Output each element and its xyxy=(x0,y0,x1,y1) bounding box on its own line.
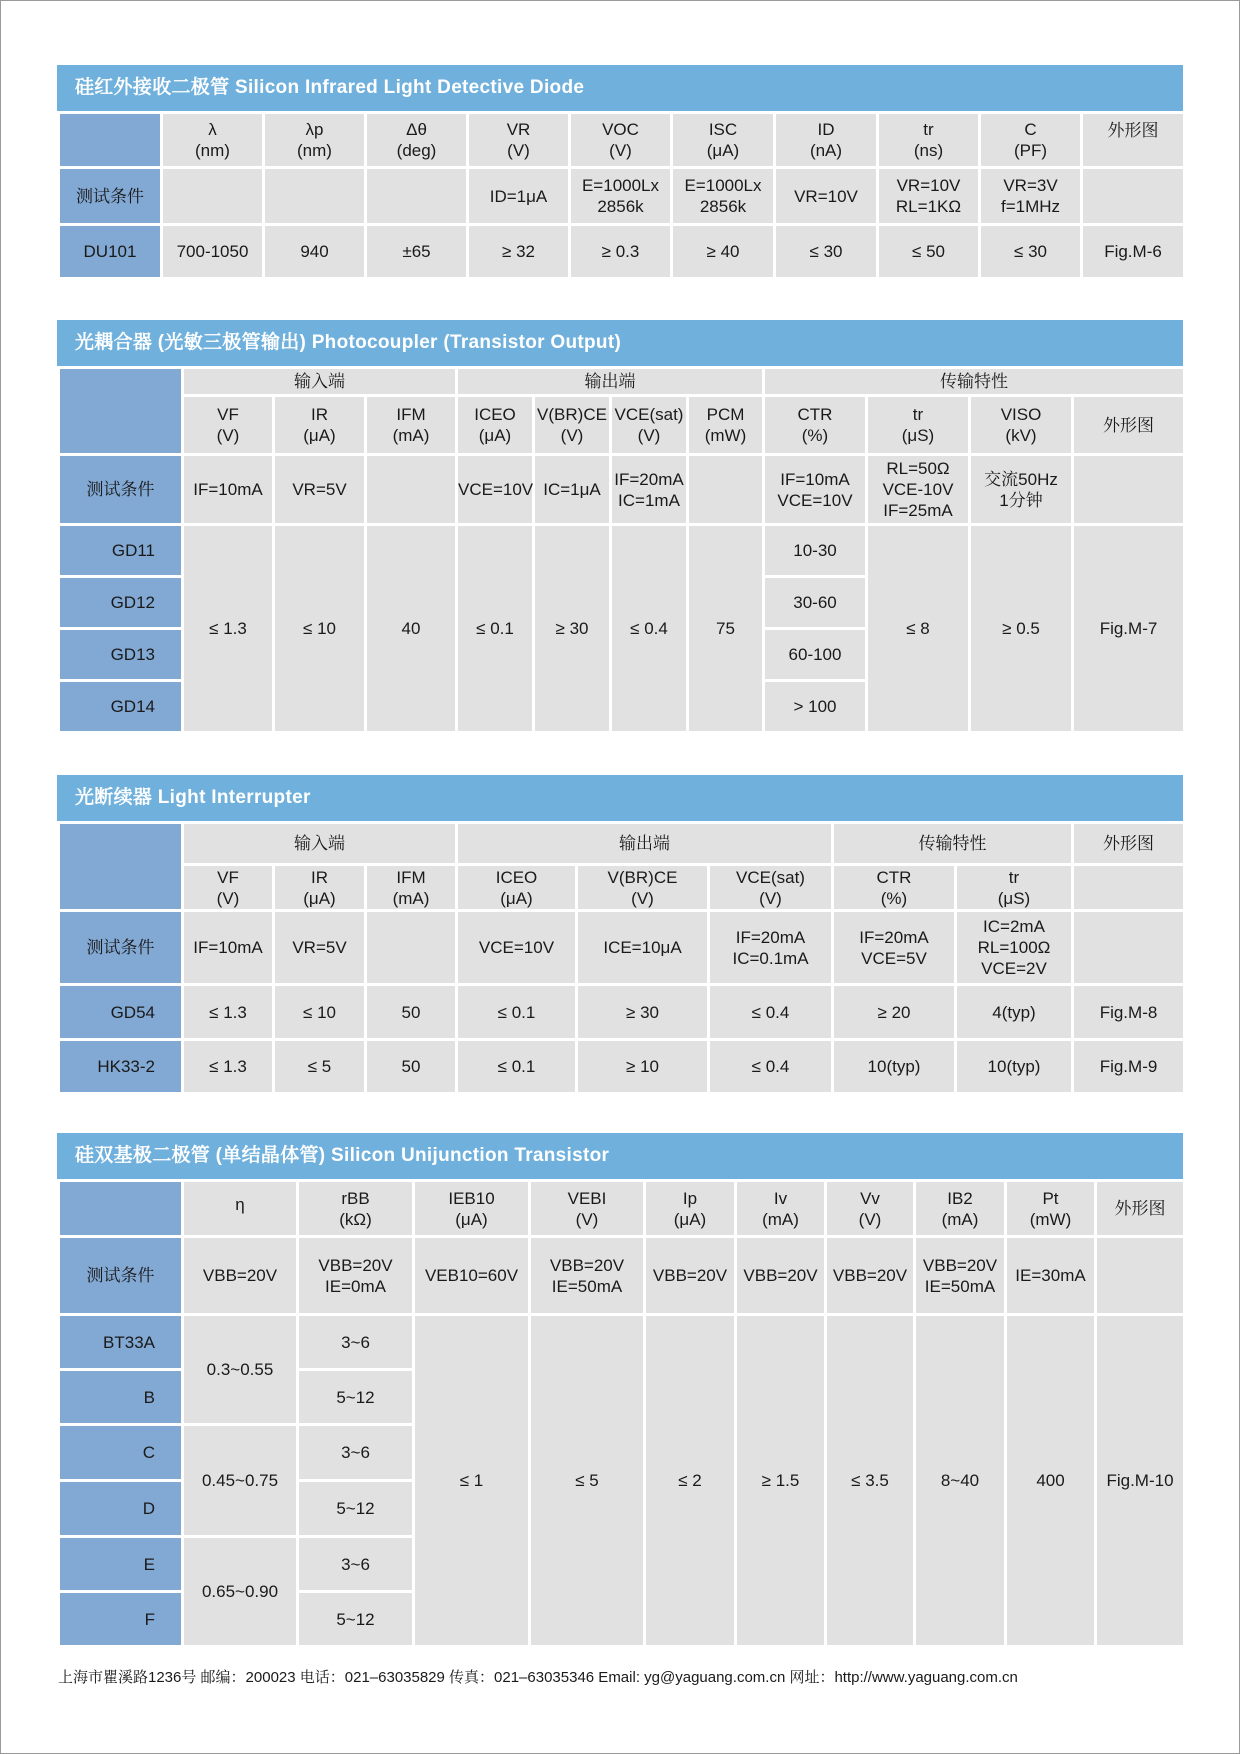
model-label: BT33A xyxy=(59,1315,183,1370)
section-title: 光断续器 Light Interrupter xyxy=(57,775,1183,821)
ctr-cell: 30-60 xyxy=(764,577,867,629)
value-cell: ≤ 0.1 xyxy=(457,525,534,733)
col-header: IFM (mA) xyxy=(366,396,457,455)
col-header: IEB10 (μA) xyxy=(414,1181,530,1237)
col-header: V(BR)CE (V) xyxy=(577,865,709,911)
table-row xyxy=(59,225,1185,279)
col-header-outline: 外形图 xyxy=(1082,113,1185,168)
test-cell: ID=1μA xyxy=(468,168,570,225)
col-header: IFM (mA) xyxy=(366,865,457,911)
test-cell xyxy=(1073,911,1185,985)
test-label: 测试条件 xyxy=(59,455,183,525)
group-header-transfer: 传输特性 xyxy=(764,368,1185,396)
value-cell: ≤ 30 xyxy=(980,225,1082,279)
rbb-cell: 3~6 xyxy=(298,1537,414,1592)
value-cell: ≤ 0.4 xyxy=(611,525,688,733)
model-label: B xyxy=(59,1370,183,1425)
test-cell: VR=10V xyxy=(775,168,878,225)
col-header: VR (V) xyxy=(468,113,570,168)
value-cell: ≤ 2 xyxy=(645,1315,736,1647)
model-label: DU101 xyxy=(59,225,162,279)
header-row xyxy=(59,396,1185,455)
test-cell: ICE=10μA xyxy=(577,911,709,985)
test-cell xyxy=(366,455,457,525)
col-header: ID (nA) xyxy=(775,113,878,168)
test-cell xyxy=(366,911,457,985)
value-cell: ≥ 40 xyxy=(672,225,775,279)
col-header: V(BR)CE (V) xyxy=(534,396,611,455)
col-header: ISC (μA) xyxy=(672,113,775,168)
value-cell: ≤ 0.1 xyxy=(457,1040,577,1094)
test-cell: VBB=20V IE=0mA xyxy=(298,1237,414,1315)
test-label: 测试条件 xyxy=(59,911,183,985)
corner-cell xyxy=(59,823,183,911)
value-cell: 40 xyxy=(366,525,457,733)
col-header: η xyxy=(183,1181,298,1237)
value-cell: ≥ 30 xyxy=(577,985,709,1040)
value-cell: ≤ 10 xyxy=(274,525,366,733)
test-cell: VCE=10V xyxy=(457,911,577,985)
test-cell: IF=20mA IC=0.1mA xyxy=(709,911,833,985)
col-header: Δθ (deg) xyxy=(366,113,468,168)
model-label: GD11 xyxy=(59,525,183,577)
value-cell: ≥ 0.5 xyxy=(970,525,1073,733)
ctr-cell: 10-30 xyxy=(764,525,867,577)
col-header: IB2 (mA) xyxy=(915,1181,1006,1237)
value-cell: ≤ 1.3 xyxy=(183,985,274,1040)
col-header: tr (ns) xyxy=(878,113,980,168)
corner-cell xyxy=(59,368,183,455)
model-label: HK33-2 xyxy=(59,1040,183,1094)
model-label: GD14 xyxy=(59,681,183,733)
test-cell: VR=5V xyxy=(274,455,366,525)
value-cell: ≥ 0.3 xyxy=(570,225,672,279)
col-header-outline: 外形图 xyxy=(1073,396,1185,455)
spec-table xyxy=(57,111,1186,280)
value-cell: ≤ 1 xyxy=(414,1315,530,1647)
spec-table xyxy=(57,1179,1186,1648)
test-cell: E=1000Lx 2856k xyxy=(672,168,775,225)
col-header: rBB (kΩ) xyxy=(298,1181,414,1237)
value-cell: 10(typ) xyxy=(956,1040,1073,1094)
value-cell: ≤ 8 xyxy=(867,525,970,733)
col-header: tr (μS) xyxy=(956,865,1073,911)
table-row xyxy=(59,1315,1185,1370)
figure-ref: Fig.M-6 xyxy=(1082,225,1185,279)
figure-ref: Fig.M-7 xyxy=(1073,525,1185,733)
col-header: CTR (%) xyxy=(833,865,956,911)
spec-table xyxy=(57,821,1186,1095)
group-header-input: 输入端 xyxy=(183,368,457,396)
section-title: 硅双基极二极管 (单结晶体管) Silicon Unijunction Transistor xyxy=(57,1133,1183,1179)
test-cell: IF=20mA IC=1mA xyxy=(611,455,688,525)
value-cell: ≤ 5 xyxy=(274,1040,366,1094)
eta-cell: 0.3~0.55 xyxy=(183,1315,298,1425)
test-cell xyxy=(264,168,366,225)
test-cell xyxy=(688,455,764,525)
eta-cell: 0.45~0.75 xyxy=(183,1425,298,1537)
value-cell: ≤ 3.5 xyxy=(826,1315,915,1647)
value-cell: ≤ 0.4 xyxy=(709,1040,833,1094)
col-header: tr (μS) xyxy=(867,396,970,455)
col-header: λ (nm) xyxy=(162,113,264,168)
test-cell: IC=2mA RL=100Ω VCE=2V xyxy=(956,911,1073,985)
test-label: 测试条件 xyxy=(59,1237,183,1315)
test-cell: IF=10mA VCE=10V xyxy=(764,455,867,525)
col-header-outline: 外形图 xyxy=(1096,1181,1185,1237)
test-cell xyxy=(1082,168,1185,225)
test-cell: IF=10mA xyxy=(183,455,274,525)
col-header: VEBI (V) xyxy=(530,1181,645,1237)
col-header: C (PF) xyxy=(980,113,1082,168)
col-header-empty xyxy=(1073,865,1185,911)
test-cell: IE=30mA xyxy=(1006,1237,1096,1315)
value-cell: ≥ 32 xyxy=(468,225,570,279)
test-cell: VCE=10V xyxy=(457,455,534,525)
test-cell: VBB=20V xyxy=(736,1237,826,1315)
test-cell: VBB=20V xyxy=(826,1237,915,1315)
group-header-row xyxy=(59,368,1185,396)
value-cell: 50 xyxy=(366,1040,457,1094)
ctr-cell: 60-100 xyxy=(764,629,867,681)
value-cell: ≤ 1.3 xyxy=(183,1040,274,1094)
corner-cell xyxy=(59,113,162,168)
col-header: ICEO (μA) xyxy=(457,865,577,911)
section-unijunction-transistor xyxy=(57,1133,1183,1648)
col-header: ICEO (μA) xyxy=(457,396,534,455)
ctr-cell: > 100 xyxy=(764,681,867,733)
value-cell: ≤ 50 xyxy=(878,225,980,279)
model-label: GD54 xyxy=(59,985,183,1040)
value-cell: ≥ 10 xyxy=(577,1040,709,1094)
value-cell: ≤ 1.3 xyxy=(183,525,274,733)
test-cell: IC=1μA xyxy=(534,455,611,525)
group-header-transfer: 传输特性 xyxy=(833,823,1073,865)
value-cell: ≤ 0.4 xyxy=(709,985,833,1040)
test-row xyxy=(59,168,1185,225)
test-cell: VEB10=60V xyxy=(414,1237,530,1315)
test-cell: VR=10V RL=1KΩ xyxy=(878,168,980,225)
test-cell: VR=3V f=1MHz xyxy=(980,168,1082,225)
header-row xyxy=(59,1181,1185,1237)
col-header: VCE(sat) (V) xyxy=(611,396,688,455)
group-header-output: 输出端 xyxy=(457,368,764,396)
value-cell: 8~40 xyxy=(915,1315,1006,1647)
rbb-cell: 5~12 xyxy=(298,1370,414,1425)
table-row xyxy=(59,525,1185,577)
test-cell: VBB=20V xyxy=(645,1237,736,1315)
footer-contact: 上海市瞿溪路1236号 邮编：200023 电话：021–63035829 传真：021–63035346 Email: yg@yaguang.com.cn 网址：http://www.yaguang.com.cn xyxy=(58,1669,1018,1686)
value-cell: 50 xyxy=(366,985,457,1040)
test-cell: IF=10mA xyxy=(183,911,274,985)
test-cell: VBB=20V IE=50mA xyxy=(530,1237,645,1315)
test-cell: VR=5V xyxy=(274,911,366,985)
group-header-outline: 外形图 xyxy=(1073,823,1185,865)
value-cell: ≥ 1.5 xyxy=(736,1315,826,1647)
group-header-input: 输入端 xyxy=(183,823,457,865)
value-cell: 940 xyxy=(264,225,366,279)
test-cell: IF=20mA VCE=5V xyxy=(833,911,956,985)
header-row xyxy=(59,865,1185,911)
header-row xyxy=(59,113,1185,168)
col-header: VOC (V) xyxy=(570,113,672,168)
col-header: IR (μA) xyxy=(274,396,366,455)
value-cell: ≤ 0.1 xyxy=(457,985,577,1040)
col-header: VCE(sat) (V) xyxy=(709,865,833,911)
test-cell xyxy=(1073,455,1185,525)
value-cell: 10(typ) xyxy=(833,1040,956,1094)
value-cell: ≤ 5 xyxy=(530,1315,645,1647)
value-cell: 75 xyxy=(688,525,764,733)
table-row xyxy=(59,1040,1185,1094)
section-title: 硅红外接收二极管 Silicon Infrared Light Detective Diode xyxy=(57,65,1183,111)
group-header-output: 输出端 xyxy=(457,823,833,865)
col-header: Vv (V) xyxy=(826,1181,915,1237)
value-cell: ≤ 10 xyxy=(274,985,366,1040)
col-header: CTR (%) xyxy=(764,396,867,455)
value-cell: ≤ 30 xyxy=(775,225,878,279)
rbb-cell: 5~12 xyxy=(298,1592,414,1647)
figure-ref: Fig.M-8 xyxy=(1073,985,1185,1040)
value-cell: ±65 xyxy=(366,225,468,279)
test-cell: 交流50Hz 1分钟 xyxy=(970,455,1073,525)
test-cell: VBB=20V xyxy=(183,1237,298,1315)
section-silicon-ir-diode xyxy=(57,65,1183,280)
value-cell: 4(typ) xyxy=(956,985,1073,1040)
spec-table xyxy=(57,366,1186,734)
col-header: VF (V) xyxy=(183,865,274,911)
figure-ref: Fig.M-10 xyxy=(1096,1315,1185,1647)
col-header: IR (μA) xyxy=(274,865,366,911)
col-header: PCM (mW) xyxy=(688,396,764,455)
model-label: C xyxy=(59,1425,183,1481)
col-header: Pt (mW) xyxy=(1006,1181,1096,1237)
model-label: GD13 xyxy=(59,629,183,681)
table-row xyxy=(59,985,1185,1040)
col-header: Iv (mA) xyxy=(736,1181,826,1237)
rbb-cell: 3~6 xyxy=(298,1425,414,1481)
col-header: VF (V) xyxy=(183,396,274,455)
test-label: 测试条件 xyxy=(59,168,162,225)
group-header-row xyxy=(59,823,1185,865)
figure-ref: Fig.M-9 xyxy=(1073,1040,1185,1094)
test-row xyxy=(59,911,1185,985)
test-cell: E=1000Lx 2856k xyxy=(570,168,672,225)
value-cell: ≥ 20 xyxy=(833,985,956,1040)
value-cell: 400 xyxy=(1006,1315,1096,1647)
test-cell xyxy=(162,168,264,225)
test-cell xyxy=(1096,1237,1185,1315)
value-cell: 700-1050 xyxy=(162,225,264,279)
section-light-interrupter xyxy=(57,775,1183,1095)
model-label: E xyxy=(59,1537,183,1592)
corner-cell xyxy=(59,1181,183,1237)
rbb-cell: 5~12 xyxy=(298,1481,414,1537)
value-cell: ≥ 30 xyxy=(534,525,611,733)
model-label: F xyxy=(59,1592,183,1647)
col-header: Ip (μA) xyxy=(645,1181,736,1237)
col-header: λp (nm) xyxy=(264,113,366,168)
test-row xyxy=(59,1237,1185,1315)
rbb-cell: 3~6 xyxy=(298,1315,414,1370)
test-cell: VBB=20V IE=50mA xyxy=(915,1237,1006,1315)
test-row xyxy=(59,455,1185,525)
section-photocoupler xyxy=(57,320,1183,734)
model-label: GD12 xyxy=(59,577,183,629)
eta-cell: 0.65~0.90 xyxy=(183,1537,298,1647)
model-label: D xyxy=(59,1481,183,1537)
test-cell: RL=50Ω VCE-10V IF=25mA xyxy=(867,455,970,525)
test-cell xyxy=(366,168,468,225)
col-header: VISO (kV) xyxy=(970,396,1073,455)
section-title: 光耦合器 (光敏三极管输出) Photocoupler (Transistor Output) xyxy=(57,320,1183,366)
